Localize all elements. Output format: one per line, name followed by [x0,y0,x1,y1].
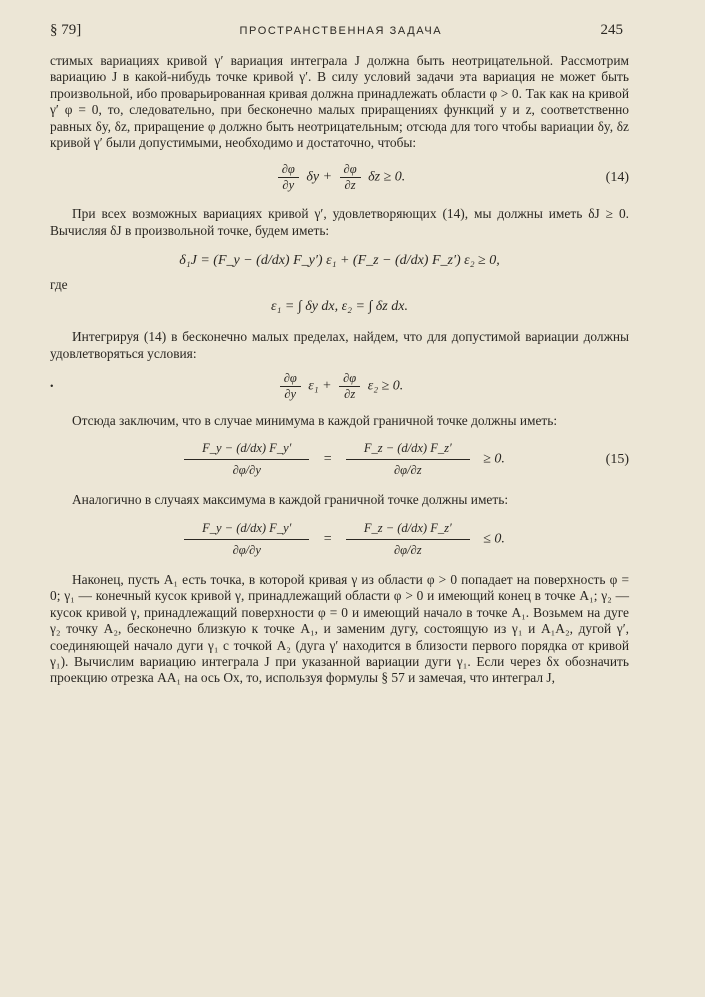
equation-maximum: $\frac{F\_y - (d/dx) F\_y'}{\partial\varphi/\partial y}$ = $\frac{F\_z - (d/dx) F\_z'}{\partial\varphi/\partial z}$ ≤ 0. [50,521,629,558]
equation-number: (15) [605,451,629,467]
equation-epsilon: ε₁ = ∫ δy dx, ε₂ = ∫ δz dx. [271,299,408,315]
paragraph-5: Аналогично в случаях максимума в каждой граничной точке должны иметь: [72,492,509,508]
paragraph-4: Отсюда заключим, что в случае минимума в каждой граничной точке должны иметь: [72,413,558,429]
chapter-title: ПРОСТРАНСТВЕННАЯ ЗАДАЧА [239,25,443,37]
section-ref: § 79] [50,22,82,38]
equation-15: $\frac{F\_y - (d/dx) F\_y'}{\partial\varphi/\partial y}$ = $\frac{F\_z - (d/dx) F\_z'}{\partial\varphi/\partial z}$ ≥ 0. (15) [50,441,629,478]
paragraph-1: стимых вариациях кривой γ′ вариация интеграла J должна быть неотрицательной. Рассмотрим вариацию J в какой-нибудь точке кривой γ′. В силу условий задачи эта вариация не может быть произвольной, ибо проварьированная кривая должна принадлежать области φ > 0. Так как на кривой γ′ φ = 0, то, следовательно, при бесконечно малых приращениях функций y и z, соответственно равных δy, δz, приращение φ должно быть неотрицательным; отсюда для того чтобы вариации δy, δz кривой γ′ были допустимыми, необходимо и достаточно, чтобы: [50,53,629,151]
paragraph-6: Наконец, пусть A₁ есть точка, в которой кривая γ из области φ > 0 попадает на поверхность φ = 0; γ₁ — конечный кусок кривой γ, принадлежащий области φ > 0 и имеющий конец в точке A₁; γ₂ — кусок кривой γ, принадлежащий поверхности φ = 0 и имеющий начало в точке A₁. Возьмем на дуге γ₂ точку A₂, бесконечно близкую к точке A₁, и заменим дугу, состоящую из γ₁ и A₁A₂, дугой γ′, соединяющей начало дуги γ₁ с точкой A₂ (дуга γ′ находится в близости первого порядка от кривой γ₁). Вычислим вариацию интеграла J при указанной вариации дуги γ₁. Если через δx обозначить проекцию отрезка AA₁ на ось Ox, то, используя формулы § 57 и замечая, что интеграл J, [50,571,629,686]
fraction-dphi-dy: $\frac{\partial\varphi}{\partial y}$ [278,163,299,192]
equation-number: (14) [605,169,629,185]
running-header [50,22,629,39]
where-label: где [50,277,68,293]
equation-delta-j: δ₁J = (F_y − (d/dx) F_y′) ε₁ + (F_z − (d/dx) F_z′) ε₂ ≥ 0, [179,253,500,269]
equation-14: $\frac{\partial\varphi}{\partial y}$ δy + $\frac{\partial\varphi}{\partial z}$ δz ≥ 0. (14) [50,163,629,192]
fraction-right: $\frac{F\_z - (d/dx) F\_z'}{\partial\varphi/\partial z}$ [346,441,470,478]
bullet-mark: • [50,381,54,393]
paragraph-3: Интегрируя (14) в бесконечно малых пределах, найдем, что для допустимой вариации должны удовлетворяться условия: [50,329,629,361]
fraction-dphi-dz: $\frac{\partial\varphi}{\partial z}$ [340,163,361,192]
paragraph-2: При всех возможных вариациях кривой γ′, удовлетворяющих (14), мы должны иметь δJ ≥ 0. Вычисляя δJ в произвольной точке, будем иметь: [50,206,629,238]
equation-conditions: • $\frac{\partial\varphi}{\partial y}$ ε₁ + $\frac{\partial\varphi}{\partial z}$ ε₂ ≥ 0. [50,371,404,402]
fraction-left: $\frac{F\_y - (d/dx) F\_y'}{\partial\varphi/\partial y}$ [184,441,309,478]
page-number: 245 [600,22,623,38]
